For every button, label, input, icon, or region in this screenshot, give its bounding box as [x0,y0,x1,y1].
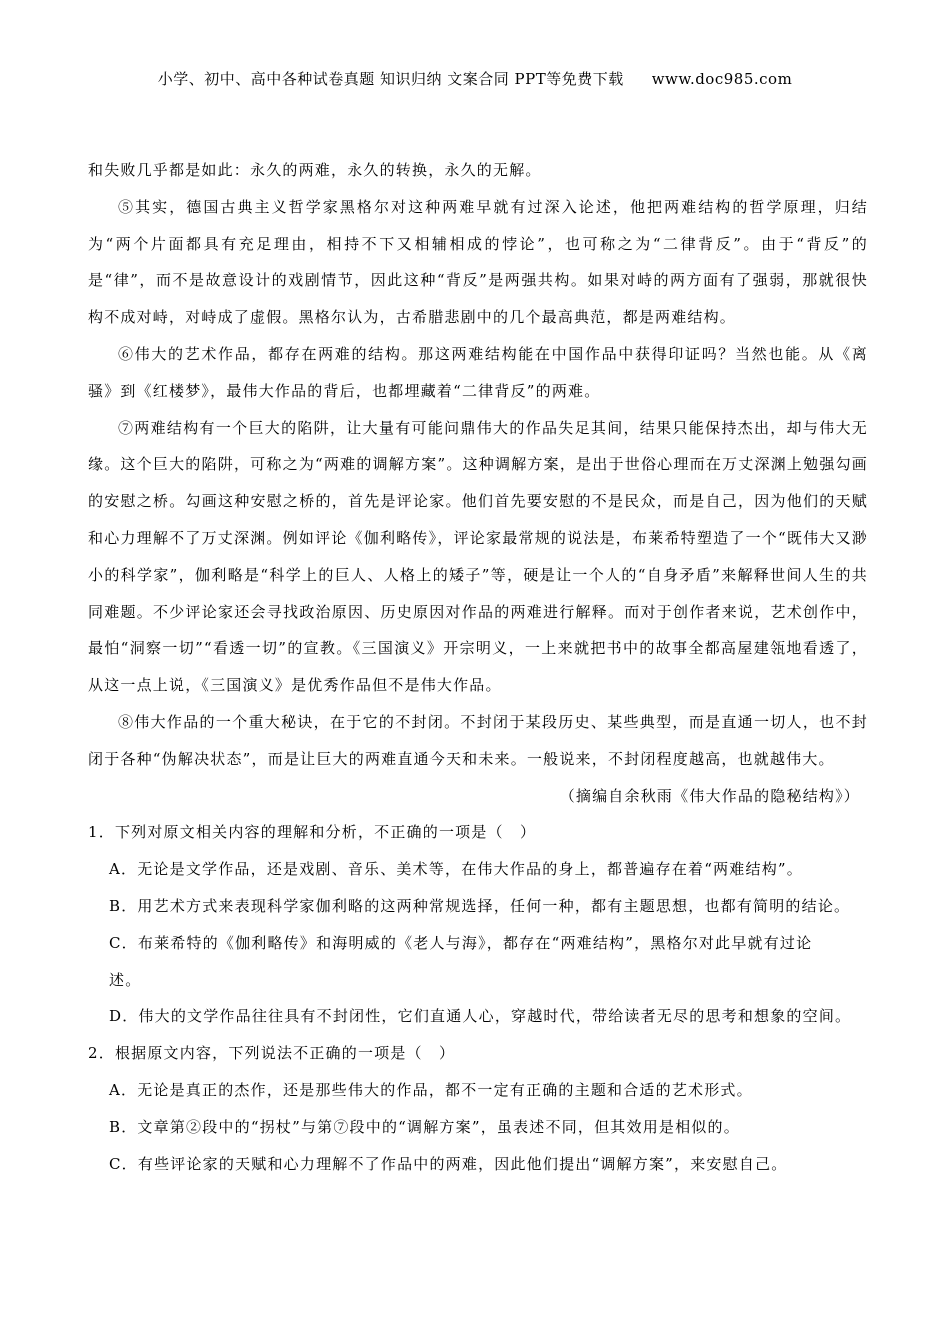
paragraph-6: ⑥伟大的艺术作品，都存在两难的结构。那这两难结构能在中国作品中获得印证吗？当然也能。从《离骚》到《红楼梦》，最伟大作品的背后，也都埋藏着“二律背反”的两难。 [88,344,868,400]
article-source: （摘编自余秋雨《伟大作品的隐秘结构》） [559,786,860,805]
question-2-option-c: C．有些评论家的天赋和心力理解不了作品中的两难，因此他们提出“调解方案”，来安慰自己。 [109,1154,788,1173]
question-1-option-c-continued: 述。 [109,970,142,989]
header-text: 小学、初中、高中各种试卷真题 知识归纳 文案合同 PPT等免费下载 [157,70,624,88]
question-1-option-b: B．用艺术方式来表现科学家伽利略的这两种常规选择，任何一种，都有主题思想，也都有简明的结论。 [109,896,851,915]
paragraph-lead: 和失败几乎都是如此：永久的两难，永久的转换，永久的无解。 [88,161,542,179]
question-2-option-b: B．文章第②段中的“拐杖”与第⑦段中的“调解方案”，虽表述不同，但其效用是相似的。 [109,1117,740,1136]
document-body [88,152,868,1182]
paragraph-8: ⑧伟大作品的一个重大秘诀，在于它的不封闭。不封闭于某段历史、某些典型，而是直通一切人，也不封闭于各种“伪解决状态”，而是让巨大的两难直通今天和未来。一般说来，不封闭程度越高，也就越伟大。 [88,712,868,768]
question-1-option-a: A．无论是文学作品，还是戏剧、音乐、美术等，在伟大作品的身上，都普遍存在着“两难结构”。 [109,860,803,879]
paragraph-7: ⑦两难结构有一个巨大的陷阱，让大量有可能问鼎伟大的作品失足其间，结果只能保持杰出，却与伟大无缘。这个巨大的陷阱，可称之为“两难的调解方案”。这种调解方案，是出于世俗心理而在万丈深渊上勉强勾画的安慰之桥。勾画这种安慰之桥的，首先是评论家。他们首先要安慰的不是民众，而是自己，因为他们的天赋和心力理解不了万丈深渊。例如评论《伽利略传》，评论家最常规的说法是，布莱希特塑造了一个“既伟大又渺小的科学家”，伽利略是“科学上的巨人、人格上的矮子”等，硬是让一个人的“自身矛盾”来解释世间人生的共同难题。不少评论家还会寻找政治原因、历史原因对作品的两难进行解释。而对于创作者来说，艺术创作中，最怕“洞察一切”“看透一切”的宣教。《三国演义》开宗明义，一上来就把书中的故事全都高屋建瓴地看透了，从这一点上说，《三国演义》是优秀作品但不是伟大作品。 [88,418,868,695]
question-2-stem: 2．根据原文内容，下列说法不正确的一项是（ ） [88,1044,456,1063]
question-2-option-a: A．无论是真正的杰作，还是那些伟大的作品，都不一定有正确的主题和合适的艺术形式。 [109,1080,753,1099]
question-1-option-c: C．布莱希特的《伽利略传》和海明威的《老人与海》，都存在“两难结构”，黑格尔对此早就有过论 [109,933,813,952]
header-url[interactable]: www.doc985.com [651,70,793,88]
paragraph-5: ⑤其实，德国古典主义哲学家黑格尔对这种两难早就有过深入论述，他把两难结构的哲学原理，归结为“两个片面都具有充足理由，相持不下又相辅相成的悖论”，也可称之为“二律背反”。由于“背反”的是“律”，而不是故意设计的戏剧情节，因此这种“背反”是两强共构。如果对峙的两方面有了强弱，那就很快构不成对峙，对峙成了虚假。黑格尔认为，古希腊悲剧中的几个最高典范，都是两难结构。 [88,197,868,327]
page-header [0,68,950,89]
question-1-option-d: D．伟大的文学作品往往具有不封闭性，它们直通人心，穿越时代，带给读者无尽的思考和想象的空间。 [109,1007,852,1026]
question-1-stem: 1．下列对原文相关内容的理解和分析，不正确的一项是（ ） [88,823,537,842]
